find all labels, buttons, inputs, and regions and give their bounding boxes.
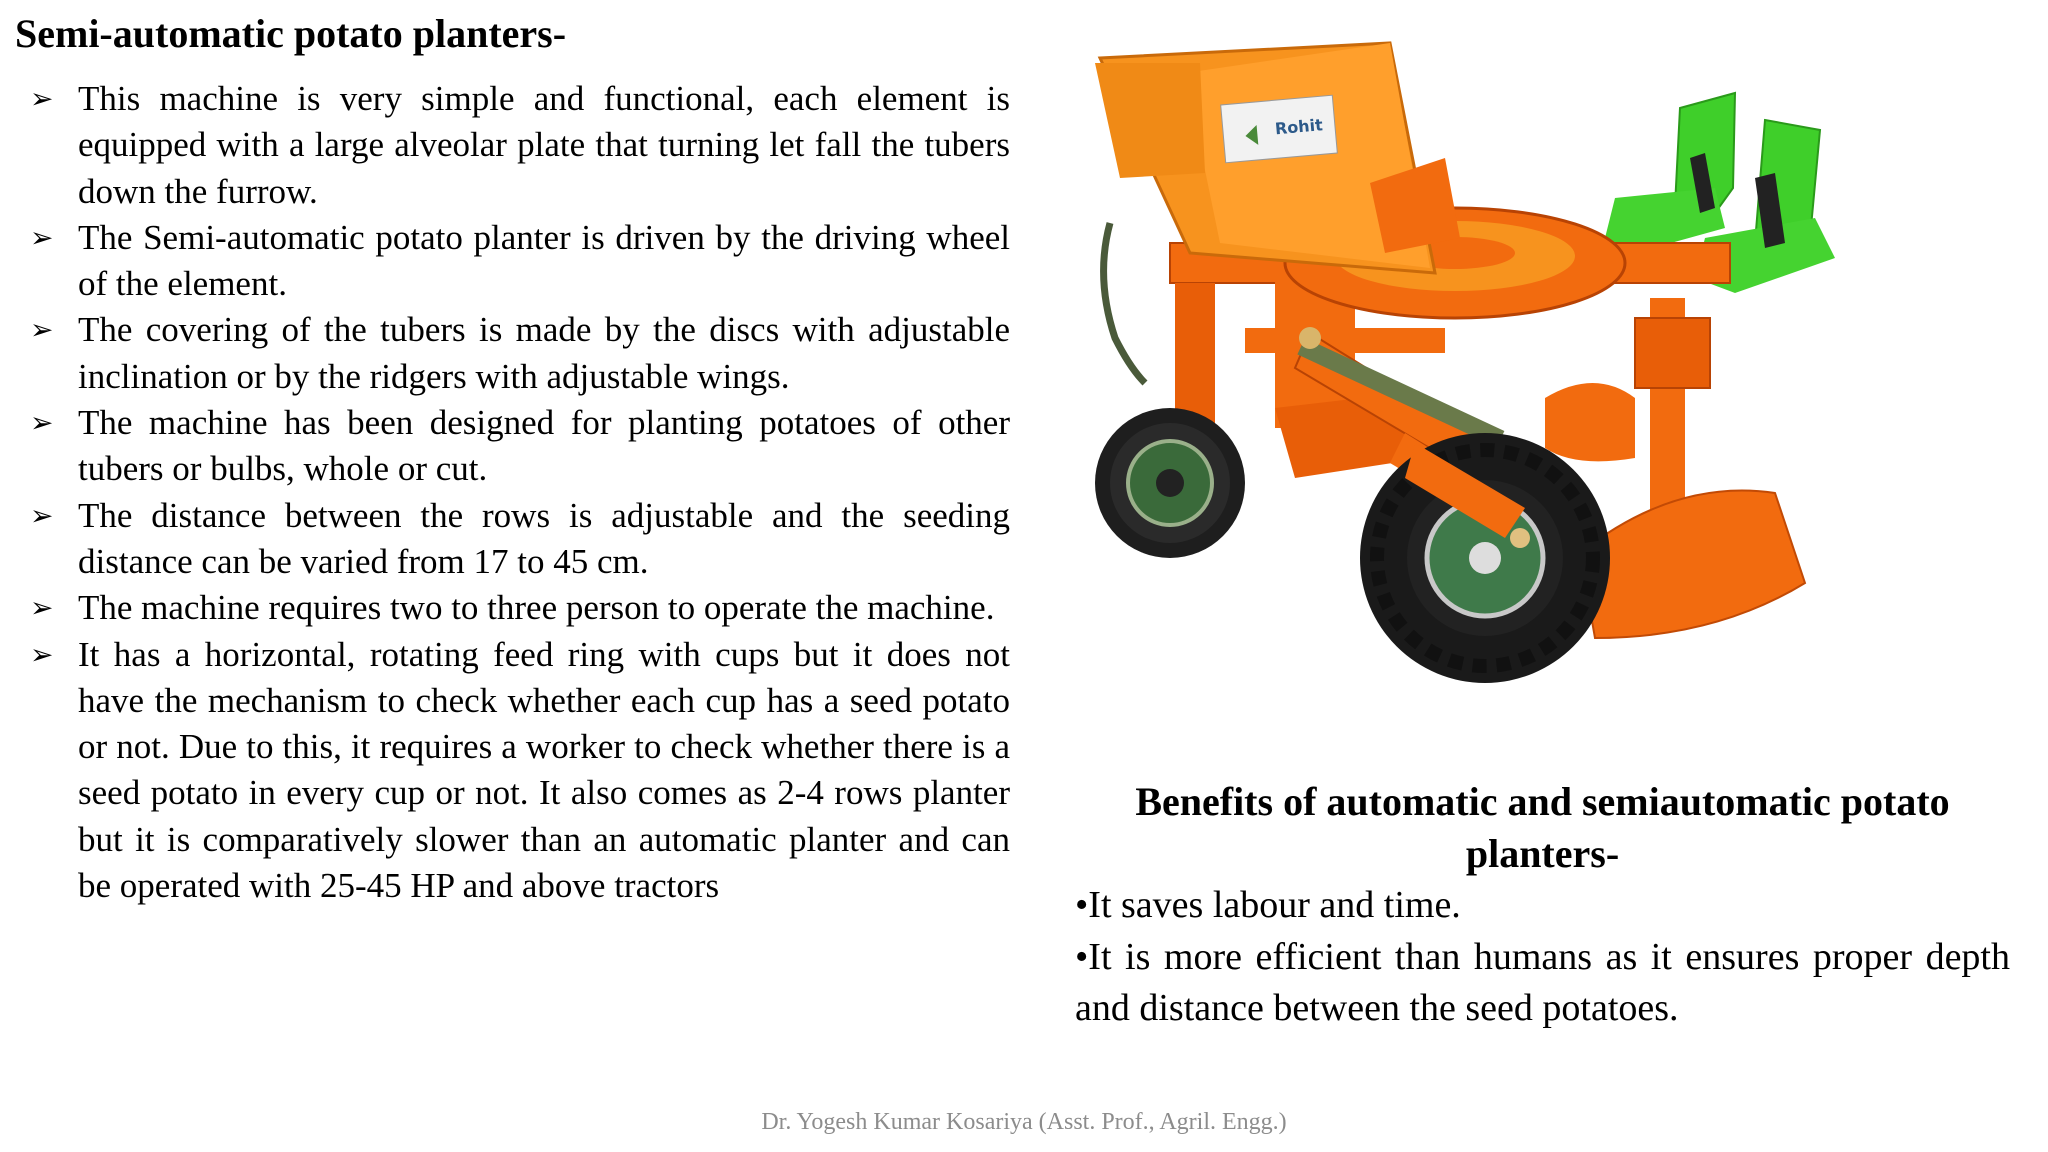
arrow-bullet-icon: ➢ [30,637,54,671]
arrow-bullet-icon: ➢ [30,82,54,115]
bullet-item [30,493,1010,586]
footer-credit: Dr. Yogesh Kumar Kosariya (Asst. Prof., Agril. Engg.) [761,1109,1287,1135]
benefit-item: •It saves labour and time. [1075,884,1461,926]
benefits-title: Benefits of automatic and semiautomatic potato planters- [1135,779,1950,876]
arrow-bullet-icon: ➢ [30,220,54,254]
wheel-driving [1360,433,1610,683]
slide-title: Semi-automatic potato planters- [15,11,567,56]
hopper [1095,43,1460,273]
arrow-bullet-icon: ➢ [30,313,54,347]
bullet-text: The distance between the rows is adjustable and the seeding distance can be varied from 17 to 45 cm. [78,495,1010,581]
bullet-text: The covering of the tubers is made by the discs with adjustable inclination or by the ridgers with adjustable wings. [78,310,1010,396]
bullet-text: It has a horizontal, rotating feed ring with cups but it does not have the mechanism to check whether each cup has a seed potato or not. Due to this, it requires a worker to check whether there is a seed potato in every cup or not. It also comes as 2-4 rows planter but it is comparatively slower than an automatic planter and can be operated with 25-45 HP and above tractors [78,634,1010,906]
bullet-item [30,76,1010,215]
hose [1104,223,1145,383]
bullet-item [30,307,1010,400]
potato-planter-photo [1075,38,2010,728]
bullet-text: This machine is very simple and functional, each element is equipped with a large alveolar plate that turning let fall the tubers down the furrow. [78,79,1010,211]
bullet-item [30,400,1010,493]
benefits-list [1075,880,2010,1035]
bullet-text: The machine requires two to three person to operate the machine. [78,588,995,628]
wheel-hub [1510,528,1530,548]
brand-label: Rohit [1274,115,1324,139]
benefit-item: •It is more efficient than humans as it ensures proper depth and distance between the seed potatoes. [1075,935,2010,1029]
bullet-item [30,632,1010,910]
arrow-bullet-icon: ➢ [30,498,54,532]
wheel-small [1095,408,1245,558]
arrow-bullet-icon: ➢ [30,591,54,625]
bullet-text: The machine has been designed for planting potatoes of other tubers or bulbs, whole or cut. [78,403,1010,489]
bullet-item [30,585,1010,631]
arrow-bullet-icon: ➢ [30,406,54,440]
bullet-item [30,215,1010,308]
bullet-list [30,76,1010,909]
bullet-text: The Semi-automatic potato planter is driven by the driving wheel of the element. [78,217,1010,304]
